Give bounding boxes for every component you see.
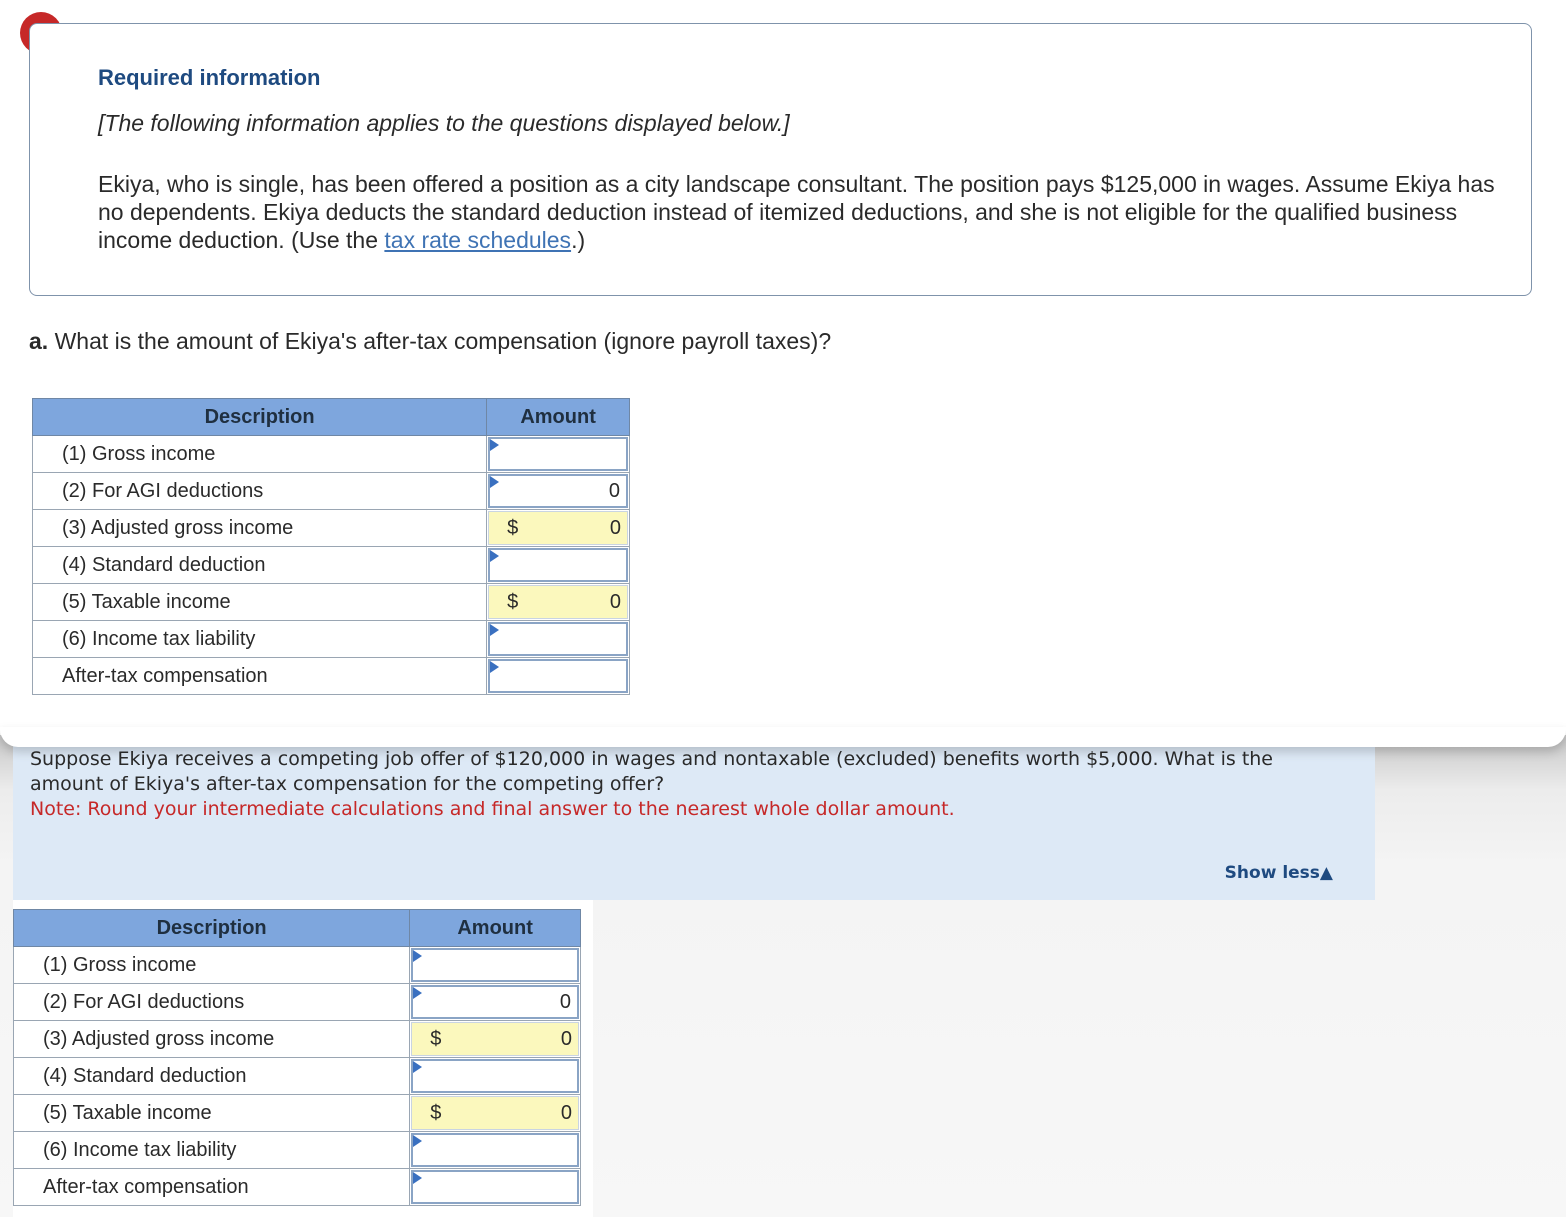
row-label: (3) Adjusted gross income [33,510,487,547]
input-marker-icon [413,1135,422,1147]
info-subtitle: [The following information applies to the questions displayed below.] [98,110,790,136]
rounding-note: Note: Round your intermediate calculations and final answer to the nearest whole dollar amount. [30,798,955,820]
competing-offer-panel [13,735,1375,900]
row-label: (5) Taxable income [14,1095,410,1132]
input-marker-icon [413,1061,422,1073]
table-row [14,947,581,984]
row-label: (6) Income tax liability [14,1132,410,1169]
amount-cell [487,621,630,658]
amount-value: 0 [559,990,571,1013]
show-less-button[interactable] [1225,863,1333,883]
row-label: (3) Adjusted gross income [14,1021,410,1058]
amount-value: 0 [608,479,620,502]
amount-input[interactable] [411,1133,579,1167]
calculated-amount-field [411,1096,579,1130]
amount-value: 0 [560,1027,572,1050]
table-row [33,621,630,658]
info-title: Required information [98,65,321,90]
amount-cell [410,1169,581,1206]
amount-cell [410,1058,581,1095]
dollar-sign: $ [507,590,519,613]
row-label: (1) Gross income [33,436,487,473]
table-row [14,1021,581,1058]
info-body-end: .) [571,227,586,253]
question-text: What is the amount of Ekiya's after-tax compensation (ignore payroll taxes)? [48,328,832,354]
table-b [13,909,581,1206]
competing-offer-text: Suppose Ekiya receives a competing job offer of $120,000 in wages and nontaxable (excluded) benefits worth $5,000. What is the amount of Ekiya's after-tax compensation for the competing offer? [30,748,1273,795]
amount-value: 0 [560,1101,572,1124]
amount-cell [487,473,630,510]
table-row [33,547,630,584]
triangle-up-icon: ▲ [1319,863,1333,883]
row-label: After-tax compensation [14,1169,410,1206]
dollar-sign: $ [507,516,519,539]
info-body-text: Ekiya, who is single, has been offered a position as a city landscape consultant. The position pays $125,000 in wages. Assume Ekiya has no dependents. Ekiya deducts the standard deduction instead of itemized deductions, and she is not eligible for the qualified business income deduction. (Use the [98,171,1495,253]
input-marker-icon [413,950,422,962]
table-row [33,658,630,695]
calculated-amount-field [488,585,628,619]
input-marker-icon [490,624,499,636]
amount-input[interactable] [488,474,628,508]
section-divider [0,727,1566,747]
table-row [14,1058,581,1095]
amount-cell [410,1021,581,1058]
table-row [33,436,630,473]
table-row [33,473,630,510]
amount-cell [487,584,630,621]
row-label: (4) Standard deduction [33,547,487,584]
table-row [33,584,630,621]
row-label: After-tax compensation [33,658,487,695]
table-row [14,1169,581,1206]
amount-input[interactable] [411,1059,579,1093]
show-less-label: Show less [1224,863,1320,883]
amount-input[interactable] [488,659,628,693]
description-header: Description [14,910,410,947]
amount-value: 0 [609,590,621,613]
amount-cell [410,984,581,1021]
row-label: (2) For AGI deductions [14,984,410,1021]
table-row [14,1095,581,1132]
amount-cell [410,947,581,984]
input-marker-icon [490,661,499,673]
question-a [29,328,831,355]
row-label: (6) Income tax liability [33,621,487,658]
table-header [33,399,630,436]
dollar-sign: $ [430,1027,442,1050]
row-label: (5) Taxable income [33,584,487,621]
table-row [33,510,630,547]
amount-header: Amount [410,910,581,947]
row-label: (4) Standard deduction [14,1058,410,1095]
dollar-sign: $ [430,1101,442,1124]
table-row [14,984,581,1021]
input-marker-icon [413,987,422,999]
input-marker-icon [490,439,499,451]
amount-input[interactable] [411,1170,579,1204]
amount-cell [487,436,630,473]
input-marker-icon [413,1172,422,1184]
tax-rate-schedules-link[interactable]: tax rate schedules [384,227,572,253]
required-information-panel [29,23,1532,296]
amount-cell [487,658,630,695]
amount-input[interactable] [488,622,628,656]
amount-input[interactable] [488,437,628,471]
amount-cell [487,547,630,584]
amount-cell [410,1132,581,1169]
table-a [32,398,630,695]
amount-input[interactable] [488,548,628,582]
row-label: (2) For AGI deductions [33,473,487,510]
amount-header: Amount [487,399,630,436]
amount-cell [487,510,630,547]
amount-input[interactable] [411,948,579,982]
table-header [14,910,581,947]
row-label: (1) Gross income [14,947,410,984]
input-marker-icon [490,550,499,562]
description-header: Description [33,399,487,436]
calculated-amount-field [411,1022,579,1056]
table-row [14,1132,581,1169]
info-body [98,170,1498,254]
amount-input[interactable] [411,985,579,1019]
competing-offer-question [30,747,1350,822]
calculated-amount-field [488,511,628,545]
input-marker-icon [490,476,499,488]
question-label: a. [29,328,49,354]
amount-value: 0 [609,516,621,539]
amount-cell [410,1095,581,1132]
